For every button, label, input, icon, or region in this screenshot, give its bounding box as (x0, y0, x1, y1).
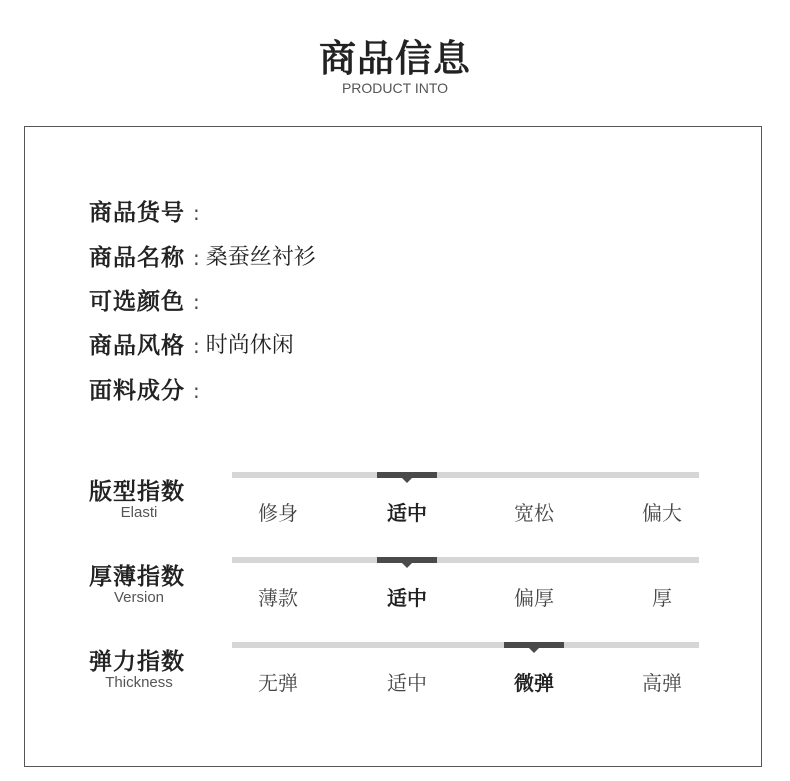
index-option: 适中 (387, 586, 427, 610)
index-title: 弹力指数 (89, 649, 185, 675)
index-subtitle: Elasti (120, 504, 158, 521)
index-option: 适中 (387, 501, 427, 525)
index-option: 厚 (652, 586, 672, 610)
marker-pointer-icon (402, 563, 412, 568)
info-colon: : (193, 246, 200, 270)
index-option: 修身 (258, 501, 298, 525)
index-option: 微弹 (514, 671, 554, 695)
index-option: 偏厚 (514, 586, 554, 610)
index-option: 薄款 (258, 586, 298, 610)
info-row-product-name (89, 240, 316, 270)
info-label: 商品名称 (89, 244, 185, 271)
info-label: 面料成分 (89, 377, 185, 404)
index-marker (504, 642, 564, 648)
info-value: 时尚休闲 (205, 332, 294, 358)
info-colon: : (193, 290, 200, 314)
index-option: 适中 (387, 671, 427, 695)
marker-pointer-icon (529, 648, 539, 653)
index-option: 宽松 (514, 501, 554, 525)
index-title: 版型指数 (89, 479, 185, 505)
info-row-style (89, 328, 294, 358)
info-value: 桑蚕丝衬衫 (205, 244, 316, 270)
index-option: 偏大 (642, 501, 682, 525)
marker-pointer-icon (402, 478, 412, 483)
info-row-fabric (89, 373, 206, 403)
page-subtitle: PRODUCT INTO (341, 80, 449, 96)
index-subtitle: Thickness (105, 674, 173, 691)
index-track (232, 642, 699, 648)
index-title: 厚薄指数 (89, 564, 185, 590)
info-row-item-number (89, 195, 206, 225)
index-track (232, 472, 699, 478)
index-marker (377, 472, 437, 478)
info-colon: : (193, 334, 200, 358)
index-track (232, 557, 699, 563)
info-label: 商品货号 (89, 199, 185, 226)
info-colon: : (193, 379, 200, 403)
page-title: 商品信息 (319, 37, 471, 80)
info-label: 可选颜色 (89, 288, 185, 315)
index-option: 高弹 (642, 671, 682, 695)
info-label: 商品风格 (89, 332, 185, 359)
index-option: 无弹 (258, 671, 298, 695)
index-subtitle: Version (113, 589, 165, 606)
index-marker (377, 557, 437, 563)
info-colon: : (193, 201, 200, 225)
info-row-colors (89, 284, 206, 314)
